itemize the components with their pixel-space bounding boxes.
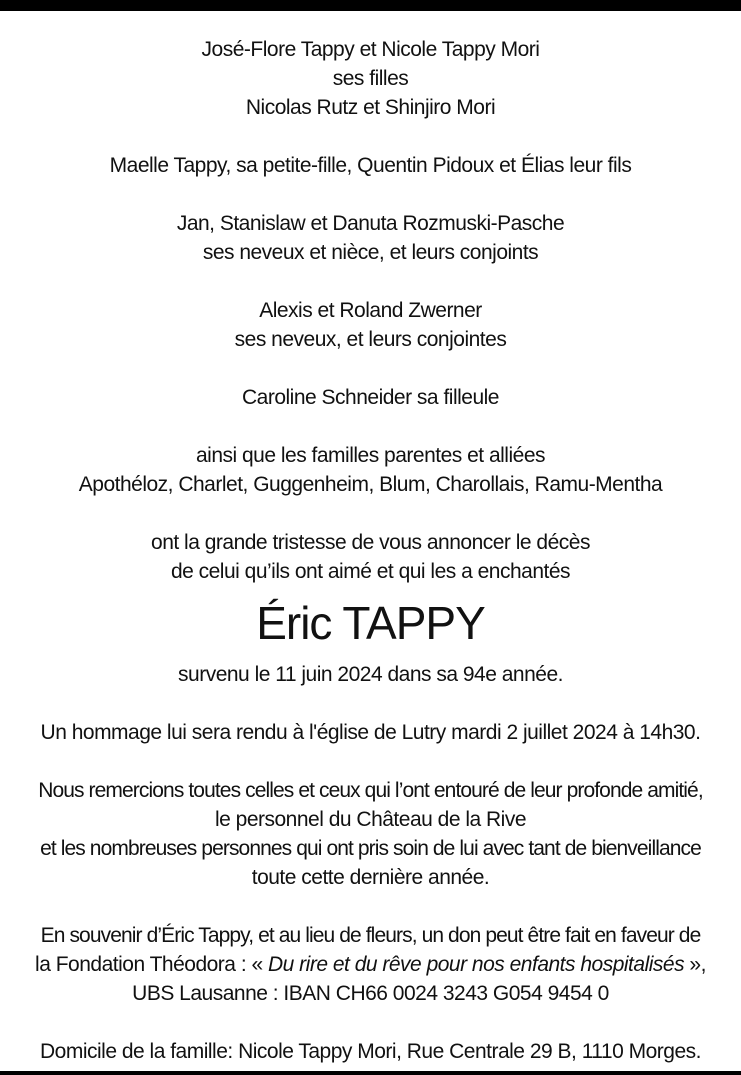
bottom-border [0, 1071, 741, 1075]
deceased-name: Éric TAPPY [256, 597, 485, 649]
families-names: Apothéloz, Charlet, Guggenheim, Blum, Charollais, Ramu-Mentha [78, 473, 663, 496]
donation-iban: UBS Lausanne : IBAN CH66 0024 3243 G054 9454 0 [132, 982, 609, 1005]
death-date: survenu le 11 juin 2024 dans sa 94e année. [178, 663, 563, 686]
thanks-line-4: toute cette dernière année. [251, 866, 490, 889]
announcement-line-2: de celui qu’ils ont aimé et qui les a enchantés [170, 560, 571, 583]
donation-line-2 [0, 950, 741, 979]
daughters-names: José-Flore Tappy et Nicole Tappy Mori [201, 38, 540, 61]
donation-suffix: », [684, 953, 706, 976]
families-intro: ainsi que les familles parentes et alliées [195, 444, 546, 467]
nephews-role-1: ses neveux et nièce, et leurs conjoints [202, 241, 539, 264]
goddaughter-line: Caroline Schneider sa filleule [242, 386, 499, 409]
thanks-line-2: le personnel du Château de la Rive [214, 808, 527, 831]
thanks-line-1: Nous remercions toutes celles et ceux qui l’ont entouré de leur profonde amitié, [38, 779, 703, 802]
donation-prefix: la Fondation Théodora : « [35, 953, 268, 976]
granddaughter-line: Maelle Tappy, sa petite-fille, Quentin Pidoux et Élias leur fils [109, 154, 632, 177]
daughters-role: ses filles [332, 67, 409, 90]
nephews-names-1: Jan, Stanislaw et Danuta Rozmuski-Pasche [176, 212, 565, 235]
nephews-role-2: ses neveux, et leurs conjointes [234, 328, 507, 351]
foundation-motto: Du rire et du rêve pour nos enfants hospitalisés [268, 953, 685, 976]
ceremony-line: Un hommage lui sera rendu à l'église de Lutry mardi 2 juillet 2024 à 14h30. [40, 721, 701, 744]
nephews-names-2: Alexis et Roland Zwerner [259, 299, 482, 322]
death-notice [0, 35, 741, 1066]
donation-line-1: En souvenir d’Éric Tappy, et au lieu de fleurs, un don peut être fait en faveur de [40, 924, 701, 947]
sons-in-law: Nicolas Rutz et Shinjiro Mori [245, 96, 496, 119]
announcement-line-1: ont la grande tristesse de vous annoncer le décès [151, 531, 590, 554]
family-domicile: Domicile de la famille: Nicole Tappy Mori, Rue Centrale 29 B, 1110 Morges. [40, 1040, 701, 1063]
thanks-line-3: et les nombreuses personnes qui ont pris soin de lui avec tant de bienveillance [40, 837, 701, 860]
top-border [0, 0, 741, 11]
